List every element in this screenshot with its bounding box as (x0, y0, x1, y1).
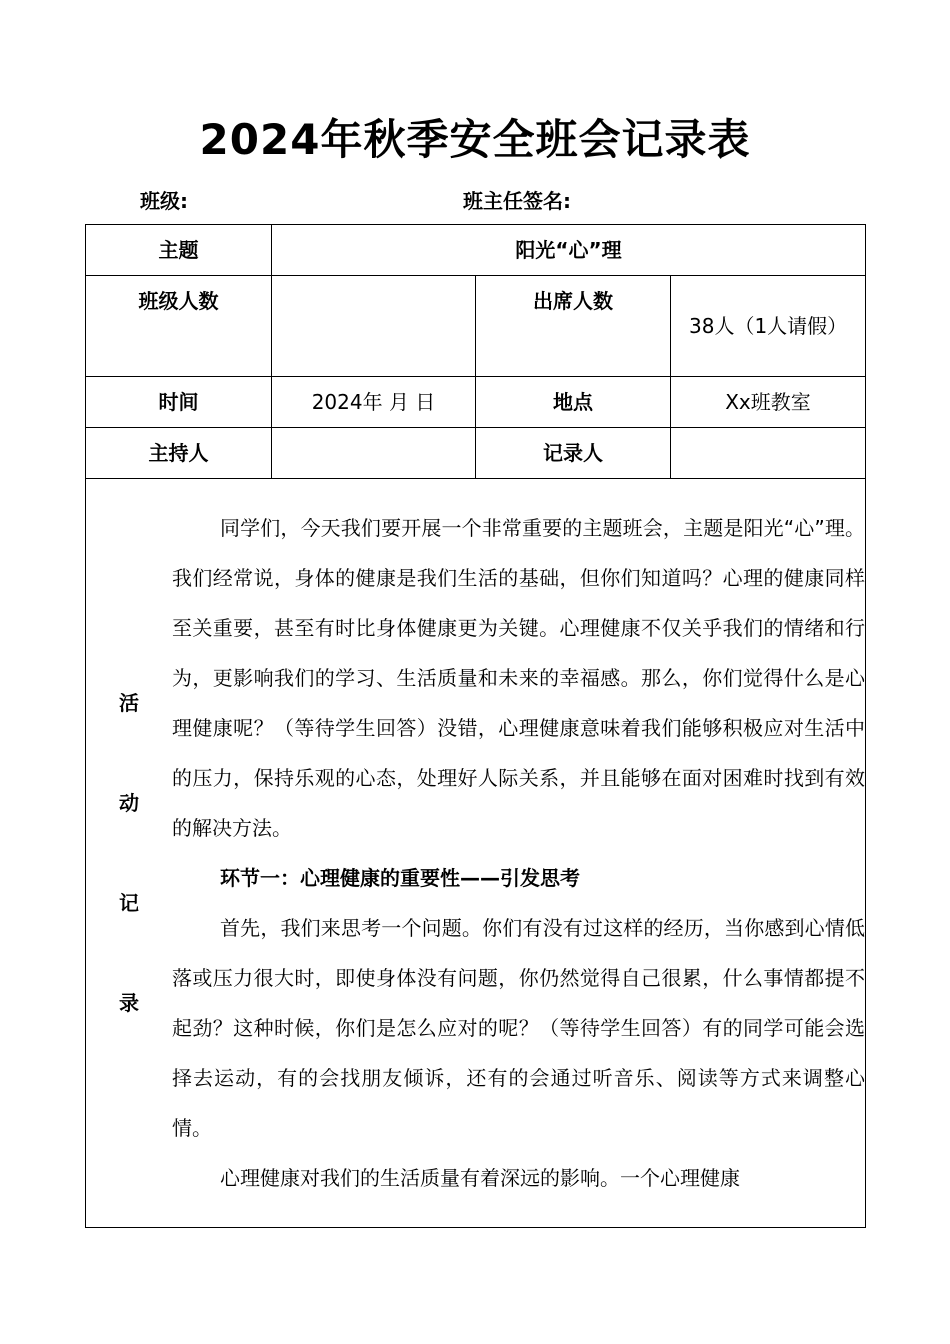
class-label: 班级: (140, 189, 188, 213)
activity-layout (86, 479, 865, 1227)
activity-content (172, 479, 865, 1227)
activity-label (86, 479, 172, 1227)
intro-paragraph: 同学们，今天我们要开展一个非常重要的主题班会，主题是阳光“心”理。我们经常说，身体的健康是我们生活的基础，但你们知道吗？心理的健康同样至关重要，甚至有时比身体健康更为关键。心理健康不仅关乎我们的情绪和行为，更影响我们的学习、生活质量和未来的幸福感。那么，你们觉得什么是心理健康呢？（等待学生回答）没错，心理健康意味着我们能够积极应对生活中的压力，保持乐观的心态，处理好人际关系，并且能够在面对困难时找到有效的解决方法。 (172, 516, 865, 840)
activity-label-text (86, 653, 172, 1053)
teacher-signature-label: 班主任签名: (463, 189, 571, 213)
activity-cell (86, 479, 866, 1228)
section-paragraph: 首先，我们来思考一个问题。你们有没有过这样的经历，当你感到心情低落或压力很大时，即使身体没有问题，你仍然觉得自己很累，什么事情都提不起劲？这种时候，你们是怎么应对的呢？（等待学生回答）有的同学可能会选择去运动，有的会找朋友倾诉，还有的会通过听音乐、阅读等方式来调整心情。 (172, 916, 865, 1140)
attendance-value: 38人（1人请假） (671, 276, 866, 377)
topic-label: 主题 (86, 225, 272, 276)
host-value (272, 428, 476, 479)
section-paragraph: 心理健康对我们的生活质量有着深远的影响。一个心理健康 (220, 1166, 740, 1190)
record-table (85, 224, 866, 1228)
place-label: 地点 (476, 377, 671, 428)
host-row (86, 428, 866, 479)
time-label: 时间 (86, 377, 272, 428)
topic-row (86, 225, 866, 276)
time-row (86, 377, 866, 428)
place-value: Xx班教室 (671, 377, 866, 428)
attendance-row (86, 276, 866, 377)
topic-value: 阳光“心”理 (272, 225, 866, 276)
class-size-label: 班级人数 (86, 276, 272, 377)
activity-label-char: 记 (119, 891, 139, 915)
activity-row (86, 479, 866, 1228)
class-size-value (272, 276, 476, 377)
recorder-value (671, 428, 866, 479)
activity-label-char: 活 (119, 691, 139, 715)
activity-label-char: 录 (119, 991, 139, 1015)
activity-label-char: 动 (119, 791, 139, 815)
recorder-label: 记录人 (476, 428, 671, 479)
page-title: 2024年秋季安全班会记录表 (199, 115, 751, 164)
section-heading: 环节一：心理健康的重要性——引发思考 (220, 866, 580, 890)
time-value: 2024年 月 日 (272, 377, 476, 428)
host-label: 主持人 (86, 428, 272, 479)
attendance-label: 出席人数 (476, 276, 671, 377)
